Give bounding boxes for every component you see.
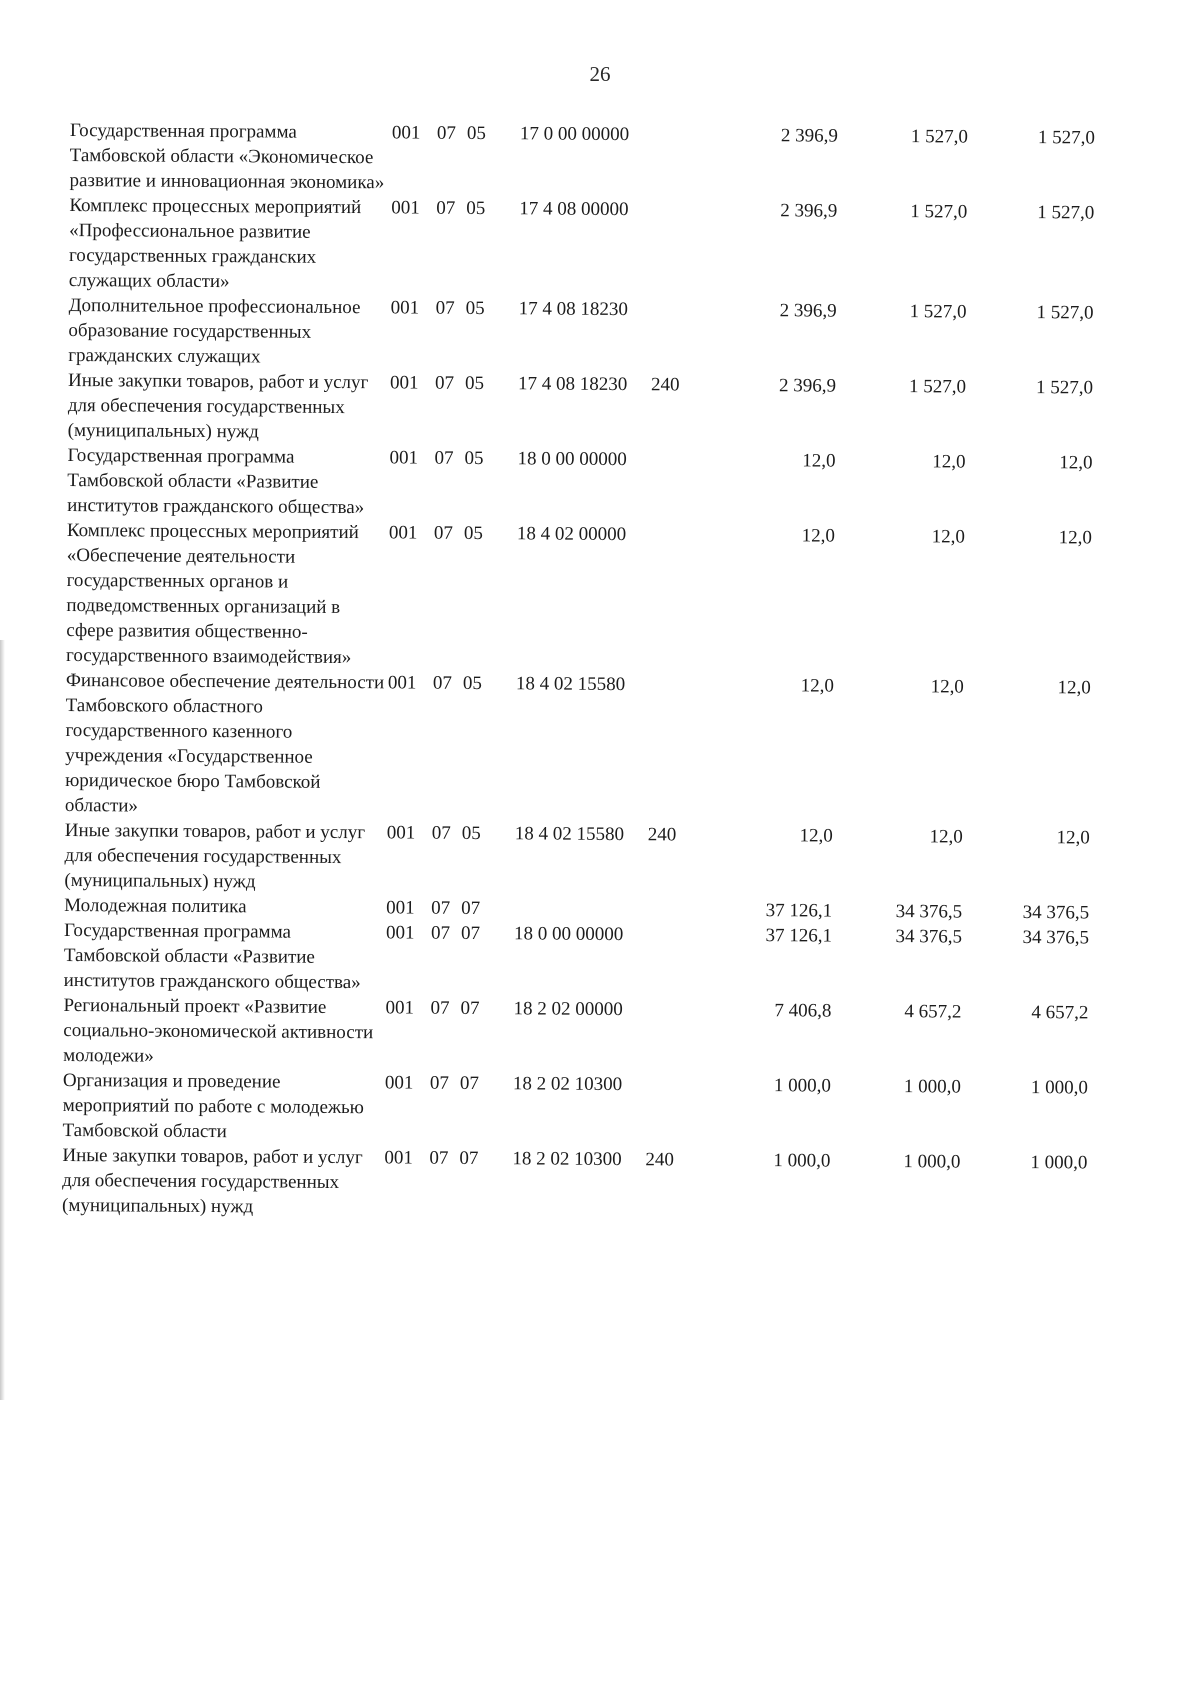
- target-article-code: 17 4 08 18230: [518, 298, 628, 321]
- section-code: 07: [434, 372, 455, 394]
- target-article-code: 18 4 02 15580: [515, 673, 626, 696]
- amount-year-3: 1 527,0: [1035, 377, 1094, 399]
- amount-year-3: 12,0: [1059, 452, 1093, 474]
- subsection-code: 07: [461, 897, 481, 920]
- table-row: [63, 993, 1164, 1076]
- target-article-code: 18 4 02 15580: [514, 823, 625, 846]
- dept-code: 001: [384, 1072, 414, 1094]
- target-article-code: 17 4 08 00000: [519, 198, 629, 221]
- table-row: [62, 1143, 1163, 1226]
- section-code: 07: [436, 197, 456, 219]
- amount-year-1: 7 406,8: [774, 1000, 832, 1022]
- amount-year-3: 4 657,2: [1031, 1002, 1089, 1024]
- target-article-code: 18 0 00 00000: [517, 448, 627, 471]
- amount-year-3: 34 376,5: [1022, 902, 1090, 924]
- subsection-code: 05: [464, 447, 484, 470]
- dept-code: 001: [391, 197, 420, 219]
- section-code: 07: [429, 1072, 450, 1094]
- section-code: 07: [430, 922, 451, 944]
- subsection-code: 07: [459, 1147, 479, 1170]
- dept-code: 001: [391, 122, 421, 144]
- budget-table: [62, 118, 1170, 1226]
- row-name: Иные закупки товаров, работ и услуг для обеспечения государственных (муниципальных) нужд: [67, 369, 369, 443]
- amount-year-1: 12,0: [801, 525, 836, 547]
- table-row: [66, 518, 1167, 676]
- subsection-code: 05: [463, 522, 484, 545]
- table-row: [69, 193, 1170, 301]
- amount-year-2: 12,0: [929, 826, 963, 848]
- section-code: 07: [429, 1147, 449, 1169]
- amount-year-2: 1 527,0: [910, 201, 968, 223]
- scan-edge-shadow: [0, 640, 5, 1400]
- amount-year-2: 12,0: [930, 676, 964, 698]
- amount-year-1: 1 000,0: [773, 1075, 832, 1097]
- dept-code: 001: [389, 447, 419, 469]
- row-name: Государственная программа Тамбовской области «Развитие институтов гражданского общества»: [67, 444, 365, 519]
- dept-code: 001: [388, 522, 418, 544]
- amount-year-3: 1 000,0: [1030, 1152, 1088, 1174]
- target-article-code: 18 0 00 00000: [513, 923, 624, 946]
- subsection-code: 05: [465, 297, 485, 320]
- subsection-code: 05: [466, 122, 486, 145]
- expense-type-code: 240: [645, 1149, 674, 1171]
- expense-type-code: 240: [647, 824, 677, 846]
- section-code: 07: [433, 522, 454, 544]
- amount-year-3: 1 000,0: [1030, 1077, 1088, 1099]
- row-name: Региональный проект «Развитие социально-экономической активности молодежи»: [63, 994, 374, 1067]
- target-article-code: 17 0 00 00000: [519, 123, 630, 146]
- amount-year-2: 4 657,2: [904, 1001, 962, 1023]
- row-name: Иные закупки товаров, работ и услуг для обеспечения государственных (муниципальных) нужд: [61, 1144, 363, 1218]
- target-article-code: 17 4 08 18230: [517, 373, 628, 396]
- dept-code: 001: [389, 372, 419, 394]
- row-name: Комплекс процессных мероприятий «Профессиональное развитие государственных гражданских служащих области»: [68, 194, 362, 293]
- amount-year-1: 12,0: [799, 825, 833, 847]
- dept-code: 001: [384, 1147, 413, 1169]
- table-row: [62, 1068, 1163, 1151]
- table-row: [69, 118, 1170, 201]
- amount-year-1: 2 396,9: [780, 125, 838, 147]
- section-code: 07: [435, 297, 455, 319]
- table-row: [68, 368, 1169, 451]
- amount-year-3: 12,0: [1058, 527, 1093, 549]
- table-row: [68, 293, 1169, 376]
- amount-year-1: 12,0: [802, 450, 836, 472]
- table-row: [65, 668, 1166, 826]
- row-name: Государственная программа Тамбовской области «Развитие институтов гражданского общества»: [63, 919, 361, 994]
- amount-year-2: 1 527,0: [908, 376, 967, 398]
- section-code: 07: [431, 822, 451, 844]
- amount-year-1: 1 000,0: [773, 1150, 831, 1172]
- amount-year-3: 1 527,0: [1037, 202, 1095, 224]
- amount-year-1: 2 396,9: [778, 375, 837, 397]
- amount-year-2: 1 000,0: [903, 1076, 961, 1098]
- amount-year-2: 1 527,0: [910, 126, 968, 148]
- subsection-code: 07: [459, 1072, 480, 1095]
- amount-year-2: 1 527,0: [909, 301, 967, 323]
- section-code: 07: [431, 897, 451, 919]
- row-name: Иные закупки товаров, работ и услуг для обеспечения государственных (муниципальных) нужд: [64, 819, 366, 893]
- section-code: 07: [436, 122, 456, 144]
- table-row: [64, 818, 1165, 901]
- row-name: Финансовое обеспечение деятельности Тамбовского областного государственного казенного учреждения «Государственное юридическое бюро Тамбовской области»: [64, 669, 385, 817]
- row-name: Организация и проведение мероприятий по работе с молодежью Тамбовской области: [62, 1069, 364, 1143]
- dept-code: 001: [385, 922, 415, 944]
- amount-year-2: 34 376,5: [895, 901, 963, 923]
- dept-code: 001: [390, 297, 420, 319]
- section-code: 07: [430, 997, 450, 1019]
- amount-year-1: 2 396,9: [779, 300, 837, 322]
- dept-code: 001: [386, 822, 416, 844]
- row-name: Государственная программа Тамбовской области «Экономическое развитие и инновационная экономика»: [69, 119, 385, 194]
- amount-year-2: 34 376,5: [895, 926, 963, 948]
- amount-year-2: 12,0: [931, 526, 966, 548]
- subsection-code: 05: [466, 197, 486, 220]
- section-code: 07: [432, 672, 452, 694]
- expense-type-code: 240: [650, 374, 680, 396]
- amount-year-2: 12,0: [932, 451, 966, 473]
- amount-year-3: 12,0: [1056, 827, 1090, 849]
- target-article-code: 18 2 02 10300: [512, 1148, 622, 1171]
- page-number: 26: [589, 62, 611, 86]
- section-code: 07: [434, 447, 454, 469]
- amount-year-3: 34 376,5: [1022, 927, 1090, 949]
- amount-year-3: 1 527,0: [1037, 127, 1095, 149]
- subsection-code: 07: [460, 922, 481, 945]
- dept-code: 001: [386, 897, 415, 919]
- target-article-code: 18 2 02 00000: [513, 998, 623, 1021]
- amount-year-1: 12,0: [800, 675, 834, 697]
- row-name: Дополнительное профессиональное образование государственных гражданских служащих: [68, 294, 361, 368]
- amount-year-3: 12,0: [1057, 677, 1091, 699]
- amount-year-1: 2 396,9: [780, 200, 838, 222]
- amount-year-1: 37 126,1: [765, 925, 833, 947]
- amount-year-1: 37 126,1: [765, 900, 833, 922]
- target-article-code: 18 2 02 10300: [512, 1073, 623, 1096]
- table-row: [67, 443, 1168, 526]
- subsection-code: 05: [464, 372, 485, 395]
- row-name: Молодежная политика: [64, 894, 247, 918]
- dept-code: 001: [387, 672, 417, 694]
- amount-year-3: 1 527,0: [1036, 302, 1094, 324]
- target-article-code: 18 4 02 00000: [516, 523, 627, 546]
- row-name: Комплекс процессных мероприятий «Обеспечение деятельности государственных органов и подведомственных организаций в сфере развития общественно-государственного взаимодействия»: [65, 519, 359, 669]
- dept-code: 001: [385, 997, 415, 1019]
- table-row: [64, 918, 1165, 1001]
- subsection-code: 07: [460, 997, 480, 1020]
- subsection-code: 05: [461, 822, 481, 845]
- amount-year-2: 1 000,0: [903, 1151, 961, 1173]
- subsection-code: 05: [462, 672, 482, 695]
